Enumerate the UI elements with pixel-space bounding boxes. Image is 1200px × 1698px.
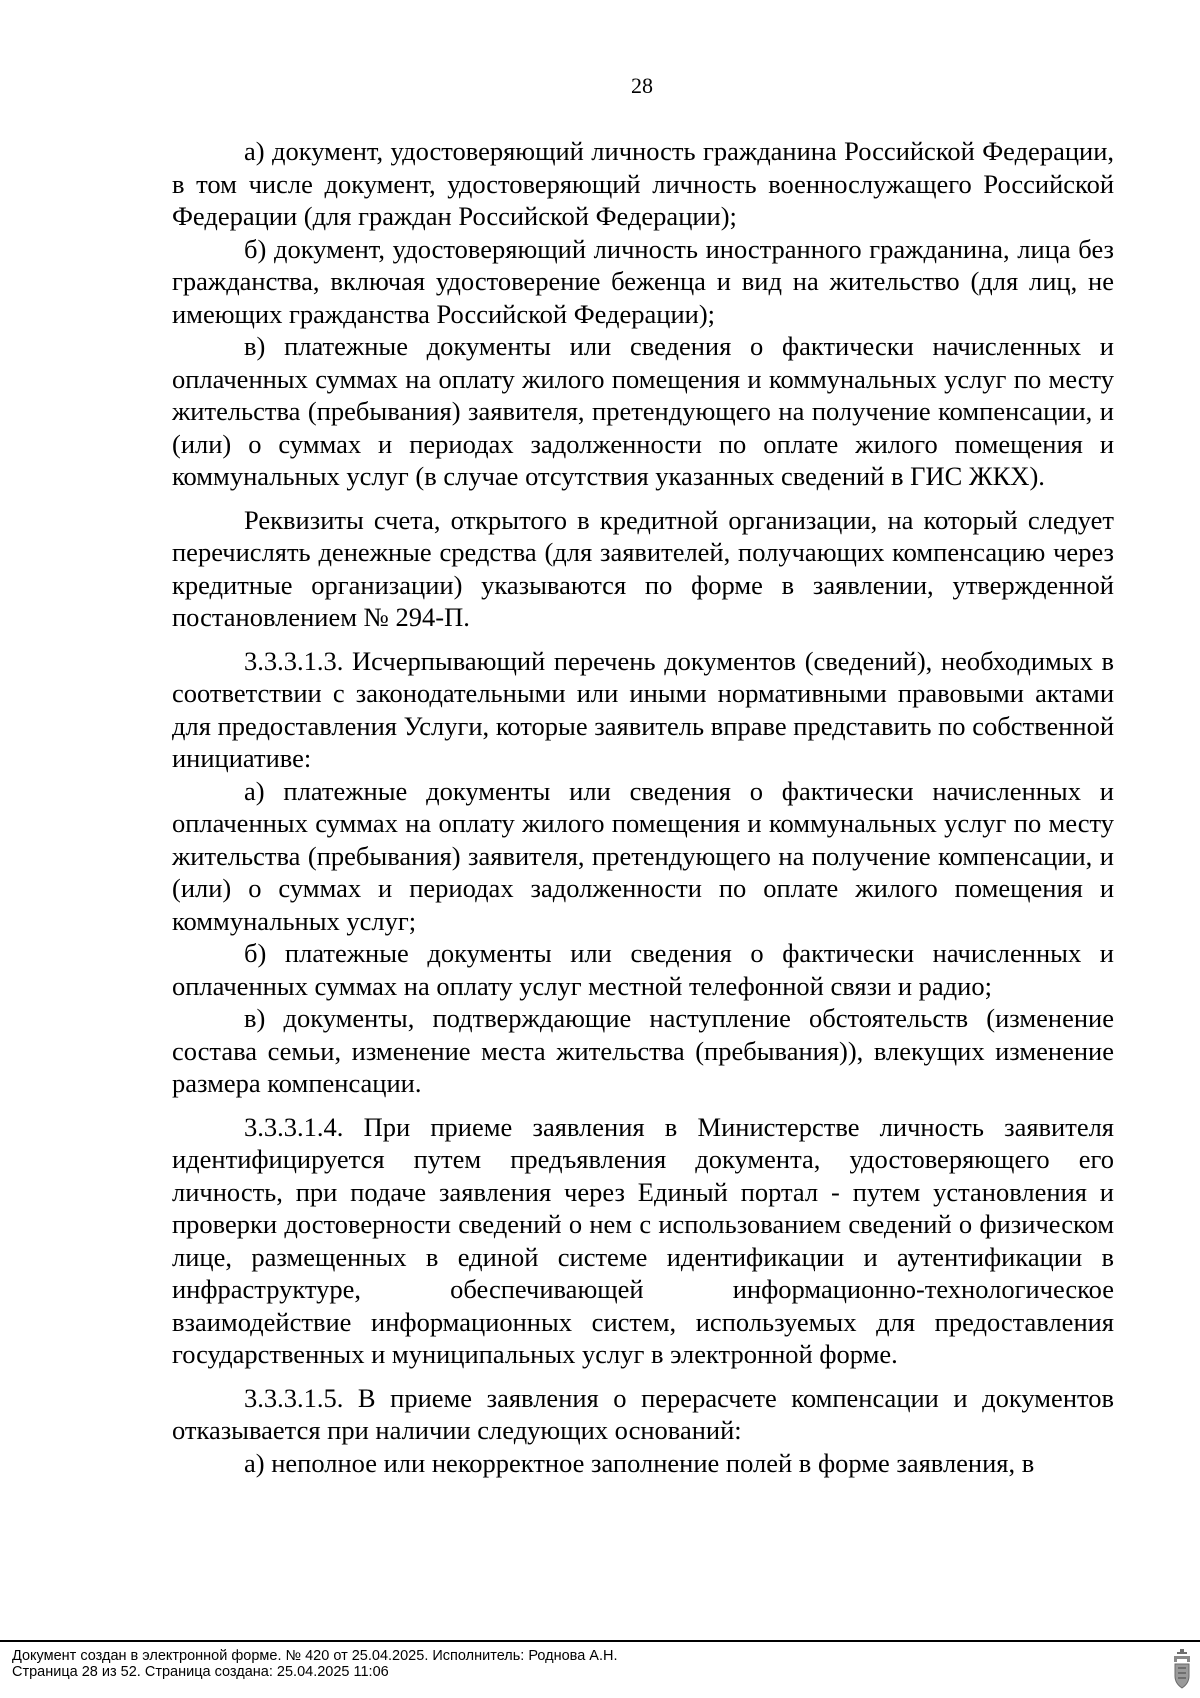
footer-document-info: Документ создан в электронной форме. № 420 от 25.04.2025. Исполнитель: Роднова А.Н.	[12, 1648, 618, 1664]
paragraph-3-3-3-1-2-item-v: в) платежные документы или сведения о фактически начисленных и оплаченных суммах на оплату жилого помещения и коммунальных услуг по месту жительства (пребывания) заявителя, претендующего на получение компенсации, и (или) о суммах и периодах задолженности по оплате жилого помещения и коммунальных услуг (в случае отсутствия указанных сведений в ГИС ЖКХ).	[172, 331, 1114, 491]
paragraph-3-3-3-1-2-item-a: а) документ, удостоверяющий личность гражданина Российской Федерации, в том числе документ, удостоверяющий личность военнослужащего Российской Федерации (для граждан Российской Федерации);	[172, 136, 1114, 231]
footer-divider	[0, 1640, 1200, 1642]
paragraph-3-3-3-1-2-item-b: б) документ, удостоверяющий личность иностранного гражданина, лица без гражданства, включая удостоверение беженца и вид на жительство (для лиц, не имеющих гражданства Российской Федерации);	[172, 233, 1114, 329]
document-body	[172, 135, 1114, 1479]
paragraph-3-3-3-1-3-item-a: а) платежные документы или сведения о фактически начисленных и оплаченных суммах на оплату жилого помещения и коммунальных услуг по месту жительства (пребывания) заявителя, претендующего на получение компенсации, и (или) о суммах и периодах задолженности по оплате жилого помещения и коммунальных услуг;	[172, 775, 1114, 936]
coat-of-arms-icon	[1171, 1648, 1193, 1690]
paragraph-3-3-3-1-5: 3.3.3.1.5. В приеме заявления о перерасчете компенсации и документов отказывается при наличии следующих оснований:	[172, 1382, 1114, 1445]
paragraph-3-3-3-1-3: 3.3.3.1.3. Исчерпывающий перечень документов (сведений), необходимых в соответствии с законодательными или иными нормативными правовыми актами для предоставления Услуги, которые заявитель вправе представить по собственной инициативе:	[172, 645, 1114, 773]
document-footer	[12, 1648, 618, 1680]
paragraph-3-3-3-1-3-item-v: в) документы, подтверждающие наступление обстоятельств (изменение состава семьи, изменение места жительства (пребывания)), влекущих изменение размера компенсации.	[172, 1003, 1114, 1098]
paragraph-3-3-3-1-5-item-a: а) неполное или некорректное заполнение полей в форме заявления, в	[244, 1447, 1035, 1478]
paragraph-3-3-3-1-4: 3.3.3.1.4. При приеме заявления в Министерстве личность заявителя идентифицируется путем предъявления документа, удостоверяющего его личность, при подаче заявления через Единый портал - путем установления и проверки достоверности сведений о нем с использованием сведений о физическом лице, размещенных в единой системе идентификации и аутентификации в инфраструктуре, обеспечивающей информационно-технологическое взаимодействие информационных систем, используемых для предоставления государственных и муниципальных услуг в электронной форме.	[172, 1111, 1114, 1369]
page-number: 28	[631, 73, 653, 98]
footer-page-info: Страница 28 из 52. Страница создана: 25.04.2025 11:06	[12, 1664, 389, 1680]
paragraph-3-3-3-1-3-item-b: б) платежные документы или сведения о фактически начисленных и оплаченных суммах на оплату услуг местной телефонной связи и радио;	[172, 938, 1114, 1001]
paragraph-bank-details: Реквизиты счета, открытого в кредитной организации, на который следует перечислять денежные средства (для заявителей, получающих компенсацию через кредитные организации) указываются по форме в заявлении, утвержденной постановлением № 294-П.	[172, 504, 1114, 632]
